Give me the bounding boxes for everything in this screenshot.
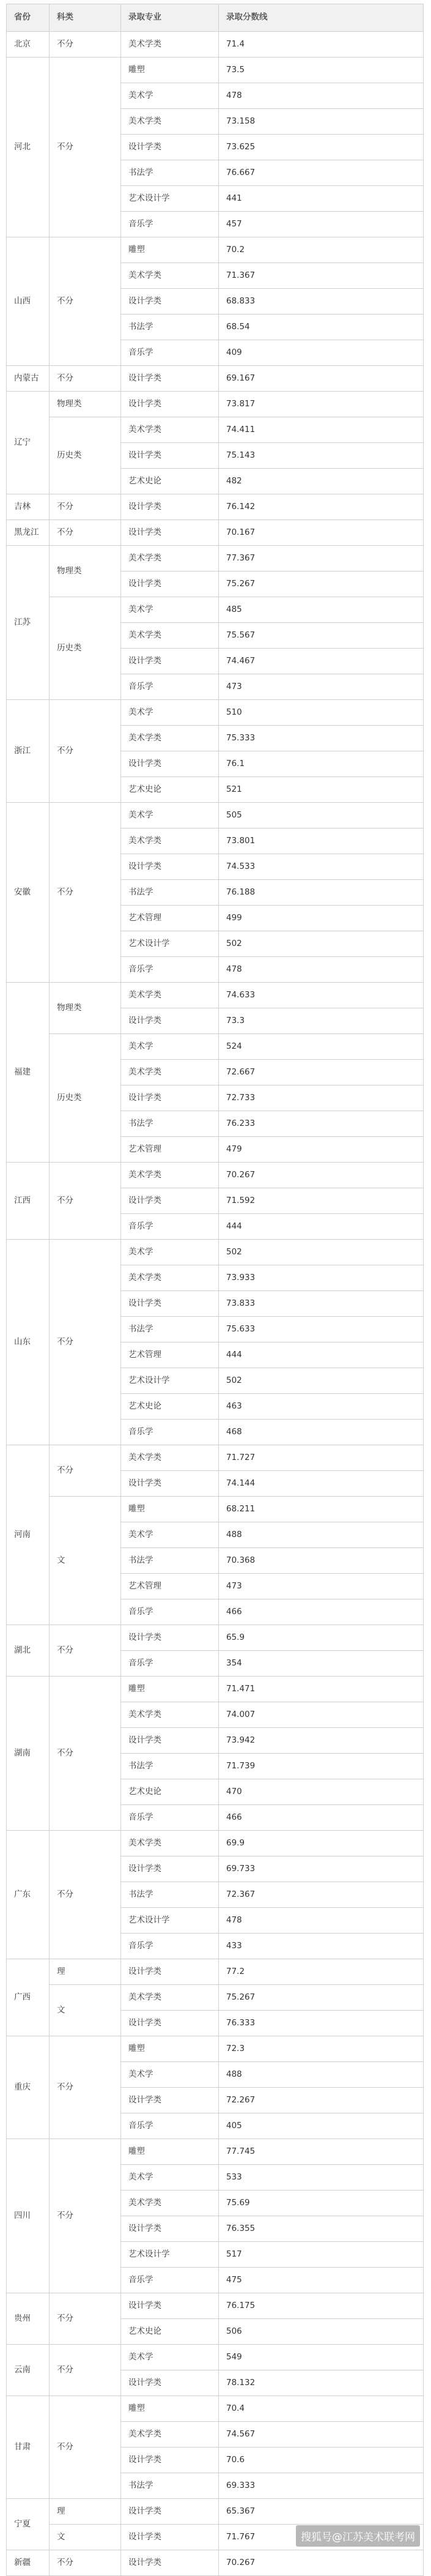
subject-cell: 不分 xyxy=(50,2139,121,2293)
subject-cell: 不分 xyxy=(50,2396,121,2499)
score-cell: 549 xyxy=(219,2345,424,2370)
table-row xyxy=(7,803,424,828)
subject-cell: 文 xyxy=(50,1497,121,1625)
score-cell: 354 xyxy=(219,1651,424,1677)
major-cell: 美术学类 xyxy=(121,1445,219,1471)
major-cell: 艺术设计学 xyxy=(121,186,219,212)
score-cell: 71.4 xyxy=(219,32,424,58)
score-cell: 466 xyxy=(219,1599,424,1625)
score-cell: 517 xyxy=(219,2242,424,2268)
major-cell: 美术学 xyxy=(121,2345,219,2370)
score-cell: 510 xyxy=(219,700,424,726)
score-cell: 72.733 xyxy=(219,1085,424,1111)
major-cell: 美术学类 xyxy=(121,623,219,649)
subject-cell: 理 xyxy=(50,2499,121,2525)
major-cell: 美术学类 xyxy=(121,417,219,443)
score-cell: 75.267 xyxy=(219,1985,424,2011)
subject-cell: 物理类 xyxy=(50,546,121,597)
province-cell: 甘肃 xyxy=(7,2396,50,2499)
score-cell: 473 xyxy=(219,674,424,700)
score-cell: 70.267 xyxy=(219,1163,424,1188)
score-cell: 470 xyxy=(219,1779,424,1805)
major-cell: 设计学类 xyxy=(121,494,219,520)
subject-cell: 不分 xyxy=(50,803,121,983)
score-cell: 441 xyxy=(219,186,424,212)
major-cell: 艺术史论 xyxy=(121,1779,219,1805)
score-cell: 524 xyxy=(219,1034,424,1060)
major-cell: 艺术史论 xyxy=(121,777,219,803)
score-cell: 72.3 xyxy=(219,2036,424,2062)
table-row xyxy=(7,1497,424,1522)
score-cell: 478 xyxy=(219,83,424,109)
major-cell: 音乐学 xyxy=(121,1805,219,1831)
province-cell: 重庆 xyxy=(7,2036,50,2139)
score-cell: 533 xyxy=(219,2165,424,2191)
province-cell: 贵州 xyxy=(7,2293,50,2345)
major-cell: 音乐学 xyxy=(121,1420,219,1445)
major-cell: 设计学类 xyxy=(121,2550,219,2576)
province-cell: 四川 xyxy=(7,2139,50,2293)
score-cell: 505 xyxy=(219,803,424,828)
score-cell: 468 xyxy=(219,1420,424,1445)
major-cell: 艺术设计学 xyxy=(121,1908,219,1934)
subject-cell: 物理类 xyxy=(50,983,121,1034)
major-cell: 美术学 xyxy=(121,2062,219,2088)
score-cell: 488 xyxy=(219,1522,424,1548)
table-row xyxy=(7,32,424,58)
score-cell: 71.739 xyxy=(219,1754,424,1779)
score-cell: 74.144 xyxy=(219,1471,424,1497)
score-cell: 76.142 xyxy=(219,494,424,520)
major-cell: 美术学类 xyxy=(121,109,219,135)
score-cell: 73.5 xyxy=(219,58,424,83)
score-cell: 499 xyxy=(219,906,424,931)
major-cell: 音乐学 xyxy=(121,674,219,700)
score-cell: 71.727 xyxy=(219,1445,424,1471)
subject-cell: 不分 xyxy=(50,366,121,392)
major-cell: 艺术设计学 xyxy=(121,2242,219,2268)
score-cell: 71.767 xyxy=(219,2525,424,2550)
table-row xyxy=(7,58,424,83)
major-cell: 美术学 xyxy=(121,1240,219,1265)
province-cell: 湖南 xyxy=(7,1677,50,1831)
major-cell: 设计学类 xyxy=(121,2216,219,2242)
major-cell: 书法学 xyxy=(121,1548,219,1574)
major-cell: 设计学类 xyxy=(121,1959,219,1985)
province-cell: 内蒙古 xyxy=(7,366,50,392)
score-cell: 405 xyxy=(219,2113,424,2139)
major-cell: 美术学 xyxy=(121,1522,219,1548)
table-row xyxy=(7,2396,424,2422)
score-cell: 74.533 xyxy=(219,854,424,880)
score-cell: 71.471 xyxy=(219,1677,424,1702)
province-cell: 福建 xyxy=(7,983,50,1163)
province-cell: 云南 xyxy=(7,2345,50,2396)
major-cell: 艺术管理 xyxy=(121,1137,219,1163)
score-cell: 68.833 xyxy=(219,289,424,315)
province-cell: 宁夏 xyxy=(7,2499,50,2550)
major-cell: 美术学类 xyxy=(121,2422,219,2448)
score-cell: 73.942 xyxy=(219,1728,424,1754)
score-cell: 74.411 xyxy=(219,417,424,443)
score-cell: 75.69 xyxy=(219,2191,424,2216)
major-cell: 雕塑 xyxy=(121,2396,219,2422)
major-cell: 设计学类 xyxy=(121,1085,219,1111)
score-cell: 76.355 xyxy=(219,2216,424,2242)
score-cell: 444 xyxy=(219,1214,424,1240)
score-cell: 75.567 xyxy=(219,623,424,649)
table-row xyxy=(7,983,424,1008)
score-cell: 75.333 xyxy=(219,726,424,751)
major-cell: 艺术史论 xyxy=(121,2319,219,2345)
subject-cell: 不分 xyxy=(50,1163,121,1240)
table-row xyxy=(7,1240,424,1265)
major-cell: 书法学 xyxy=(121,1317,219,1342)
major-cell: 美术学类 xyxy=(121,726,219,751)
province-cell: 广西 xyxy=(7,1959,50,2036)
score-cell: 478 xyxy=(219,957,424,983)
score-cell: 502 xyxy=(219,931,424,957)
major-cell: 美术学 xyxy=(121,700,219,726)
subject-cell: 不分 xyxy=(50,32,121,58)
score-cell: 502 xyxy=(219,1368,424,1394)
subject-cell: 不分 xyxy=(50,2036,121,2139)
major-cell: 设计学类 xyxy=(121,1008,219,1034)
score-cell: 76.188 xyxy=(219,880,424,906)
score-cell: 71.592 xyxy=(219,1188,424,1214)
major-cell: 艺术史论 xyxy=(121,1394,219,1420)
major-cell: 设计学类 xyxy=(121,2370,219,2396)
score-cell: 478 xyxy=(219,1908,424,1934)
score-cell: 75.633 xyxy=(219,1317,424,1342)
major-cell: 美术学类 xyxy=(121,2191,219,2216)
header-province: 省份 xyxy=(7,4,50,32)
province-cell: 吉林 xyxy=(7,494,50,520)
major-cell: 设计学类 xyxy=(121,366,219,392)
major-cell: 设计学类 xyxy=(121,392,219,417)
score-cell: 475 xyxy=(219,2268,424,2293)
major-cell: 音乐学 xyxy=(121,212,219,237)
score-cell: 73.625 xyxy=(219,135,424,160)
score-cell: 502 xyxy=(219,1240,424,1265)
table-row xyxy=(7,237,424,263)
major-cell: 音乐学 xyxy=(121,957,219,983)
subject-cell: 不分 xyxy=(50,700,121,803)
score-cell: 77.367 xyxy=(219,546,424,571)
major-cell: 设计学类 xyxy=(121,2293,219,2319)
table-header-row xyxy=(7,4,424,32)
major-cell: 艺术设计学 xyxy=(121,931,219,957)
major-cell: 设计学类 xyxy=(121,1856,219,1882)
major-cell: 设计学类 xyxy=(121,1728,219,1754)
major-cell: 设计学类 xyxy=(121,2525,219,2550)
major-cell: 设计学类 xyxy=(121,520,219,546)
major-cell: 设计学类 xyxy=(121,571,219,597)
subject-cell: 物理类 xyxy=(50,392,121,417)
major-cell: 艺术史论 xyxy=(121,469,219,494)
province-cell: 江西 xyxy=(7,1163,50,1240)
subject-cell: 不分 xyxy=(50,237,121,366)
score-cell: 521 xyxy=(219,777,424,803)
table-row xyxy=(7,1959,424,1985)
major-cell: 书法学 xyxy=(121,1111,219,1137)
header-score: 录取分数线 xyxy=(219,4,424,32)
score-cell: 457 xyxy=(219,212,424,237)
major-cell: 艺术管理 xyxy=(121,906,219,931)
score-cell: 433 xyxy=(219,1934,424,1959)
table-row xyxy=(7,2345,424,2370)
score-cell: 76.333 xyxy=(219,2011,424,2036)
score-cell: 473 xyxy=(219,1574,424,1599)
major-cell: 音乐学 xyxy=(121,2113,219,2139)
major-cell: 音乐学 xyxy=(121,1599,219,1625)
watermark: 搜狐号@江苏美术联考网 xyxy=(296,2525,420,2547)
score-cell: 68.54 xyxy=(219,315,424,340)
score-cell: 70.167 xyxy=(219,520,424,546)
major-cell: 美术学类 xyxy=(121,1702,219,1728)
score-cell: 76.233 xyxy=(219,1111,424,1137)
table-row xyxy=(7,2499,424,2525)
score-cell: 74.007 xyxy=(219,1702,424,1728)
major-cell: 书法学 xyxy=(121,160,219,186)
major-cell: 美术学类 xyxy=(121,983,219,1008)
table-row xyxy=(7,1677,424,1702)
score-cell: 65.9 xyxy=(219,1625,424,1651)
major-cell: 美术学类 xyxy=(121,32,219,58)
major-cell: 雕塑 xyxy=(121,1497,219,1522)
major-cell: 设计学类 xyxy=(121,2088,219,2113)
major-cell: 美术学 xyxy=(121,2165,219,2191)
major-cell: 书法学 xyxy=(121,1754,219,1779)
major-cell: 雕塑 xyxy=(121,58,219,83)
province-cell: 新疆 xyxy=(7,2550,50,2576)
subject-cell: 不分 xyxy=(50,1831,121,1959)
score-cell: 409 xyxy=(219,340,424,366)
score-cell: 77.745 xyxy=(219,2139,424,2165)
score-cell: 72.267 xyxy=(219,2088,424,2113)
score-cell: 76.667 xyxy=(219,160,424,186)
score-cell: 73.817 xyxy=(219,392,424,417)
subject-cell: 不分 xyxy=(50,2345,121,2396)
province-cell: 山东 xyxy=(7,1240,50,1445)
subject-cell: 不分 xyxy=(50,1240,121,1445)
subject-cell: 历史类 xyxy=(50,417,121,494)
province-cell: 湖北 xyxy=(7,1625,50,1677)
province-cell: 山西 xyxy=(7,237,50,366)
table-row xyxy=(7,2036,424,2062)
province-cell: 河南 xyxy=(7,1445,50,1625)
score-cell: 76.175 xyxy=(219,2293,424,2319)
score-cell: 506 xyxy=(219,2319,424,2345)
major-cell: 雕塑 xyxy=(121,1677,219,1702)
major-cell: 美术学 xyxy=(121,1034,219,1060)
province-cell: 江苏 xyxy=(7,546,50,700)
table-row xyxy=(7,700,424,726)
table-row xyxy=(7,366,424,392)
table-row xyxy=(7,1625,424,1651)
score-cell: 72.667 xyxy=(219,1060,424,1085)
major-cell: 美术学类 xyxy=(121,1985,219,2011)
major-cell: 雕塑 xyxy=(121,2139,219,2165)
score-cell: 72.367 xyxy=(219,1882,424,1908)
score-cell: 482 xyxy=(219,469,424,494)
subject-cell: 不分 xyxy=(50,2293,121,2345)
table-row xyxy=(7,1034,424,1060)
province-cell: 广东 xyxy=(7,1831,50,1959)
table-row xyxy=(7,1445,424,1471)
major-cell: 美术学 xyxy=(121,83,219,109)
score-cell: 444 xyxy=(219,1342,424,1368)
major-cell: 音乐学 xyxy=(121,340,219,366)
table-row xyxy=(7,1163,424,1188)
major-cell: 设计学类 xyxy=(121,1291,219,1317)
table-row xyxy=(7,546,424,571)
score-cell: 73.158 xyxy=(219,109,424,135)
subject-cell: 历史类 xyxy=(50,1034,121,1163)
score-cell: 485 xyxy=(219,597,424,623)
score-cell: 69.9 xyxy=(219,1831,424,1856)
subject-cell: 不分 xyxy=(50,1625,121,1677)
major-cell: 美术学类 xyxy=(121,1163,219,1188)
major-cell: 美术学类 xyxy=(121,1831,219,1856)
table-row xyxy=(7,2293,424,2319)
score-cell: 78.132 xyxy=(219,2370,424,2396)
major-cell: 设计学类 xyxy=(121,443,219,469)
score-cell: 73.933 xyxy=(219,1265,424,1291)
major-cell: 设计学类 xyxy=(121,1188,219,1214)
table-row xyxy=(7,2550,424,2576)
table-row xyxy=(7,520,424,546)
score-cell: 75.143 xyxy=(219,443,424,469)
score-cell: 74.567 xyxy=(219,2422,424,2448)
score-cell: 68.211 xyxy=(219,1497,424,1522)
major-cell: 设计学类 xyxy=(121,854,219,880)
major-cell: 音乐学 xyxy=(121,1214,219,1240)
score-cell: 69.333 xyxy=(219,2473,424,2499)
major-cell: 美术学 xyxy=(121,597,219,623)
province-cell: 浙江 xyxy=(7,700,50,803)
header-subject: 科类 xyxy=(50,4,121,32)
major-cell: 书法学 xyxy=(121,315,219,340)
major-cell: 设计学类 xyxy=(121,2011,219,2036)
subject-cell: 不分 xyxy=(50,1445,121,1497)
score-cell: 77.2 xyxy=(219,1959,424,1985)
province-cell: 安徽 xyxy=(7,803,50,983)
major-cell: 艺术管理 xyxy=(121,1342,219,1368)
table-row xyxy=(7,1985,424,2011)
major-cell: 音乐学 xyxy=(121,2268,219,2293)
table-row xyxy=(7,417,424,443)
score-cell: 488 xyxy=(219,2062,424,2088)
score-cell: 479 xyxy=(219,1137,424,1163)
score-cell: 71.367 xyxy=(219,263,424,289)
major-cell: 雕塑 xyxy=(121,2036,219,2062)
major-cell: 美术学类 xyxy=(121,546,219,571)
subject-cell: 文 xyxy=(50,1985,121,2036)
score-cell: 69.733 xyxy=(219,1856,424,1882)
table-body xyxy=(7,32,424,2576)
subject-cell: 不分 xyxy=(50,58,121,237)
subject-cell: 文 xyxy=(50,2525,121,2550)
header-major: 录取专业 xyxy=(121,4,219,32)
score-cell: 70.6 xyxy=(219,2448,424,2473)
subject-cell: 不分 xyxy=(50,520,121,546)
major-cell: 艺术设计学 xyxy=(121,1368,219,1394)
major-cell: 雕塑 xyxy=(121,237,219,263)
score-cell: 463 xyxy=(219,1394,424,1420)
province-cell: 辽宁 xyxy=(7,392,50,494)
major-cell: 美术学 xyxy=(121,803,219,828)
score-cell: 70.368 xyxy=(219,1548,424,1574)
table-row xyxy=(7,597,424,623)
score-cell: 73.833 xyxy=(219,1291,424,1317)
major-cell: 设计学类 xyxy=(121,649,219,674)
table-row xyxy=(7,2139,424,2165)
score-cell: 70.2 xyxy=(219,237,424,263)
score-cell: 76.1 xyxy=(219,751,424,777)
major-cell: 设计学类 xyxy=(121,289,219,315)
score-cell: 466 xyxy=(219,1805,424,1831)
score-cell: 70.267 xyxy=(219,2550,424,2576)
major-cell: 美术学类 xyxy=(121,1265,219,1291)
subject-cell: 不分 xyxy=(50,1677,121,1831)
major-cell: 设计学类 xyxy=(121,751,219,777)
major-cell: 设计学类 xyxy=(121,2499,219,2525)
major-cell: 美术学类 xyxy=(121,1060,219,1085)
score-cell: 73.801 xyxy=(219,828,424,854)
major-cell: 音乐学 xyxy=(121,1934,219,1959)
score-cell: 74.467 xyxy=(219,649,424,674)
major-cell: 设计学类 xyxy=(121,1625,219,1651)
major-cell: 设计学类 xyxy=(121,1471,219,1497)
table-row xyxy=(7,1831,424,1856)
province-cell: 河北 xyxy=(7,58,50,237)
score-cell: 73.3 xyxy=(219,1008,424,1034)
major-cell: 书法学 xyxy=(121,880,219,906)
score-cell: 74.633 xyxy=(219,983,424,1008)
major-cell: 书法学 xyxy=(121,2473,219,2499)
subject-cell: 理 xyxy=(50,1959,121,1985)
major-cell: 艺术管理 xyxy=(121,1574,219,1599)
major-cell: 设计学类 xyxy=(121,135,219,160)
table-row xyxy=(7,392,424,417)
score-cell: 65.367 xyxy=(219,2499,424,2525)
subject-cell: 历史类 xyxy=(50,597,121,700)
admission-score-table xyxy=(6,4,424,2576)
major-cell: 美术学类 xyxy=(121,263,219,289)
subject-cell: 不分 xyxy=(50,494,121,520)
province-cell: 黑龙江 xyxy=(7,520,50,546)
major-cell: 书法学 xyxy=(121,1882,219,1908)
major-cell: 美术学类 xyxy=(121,828,219,854)
table-row xyxy=(7,494,424,520)
major-cell: 音乐学 xyxy=(121,1651,219,1677)
subject-cell: 不分 xyxy=(50,2550,121,2576)
province-cell: 北京 xyxy=(7,32,50,58)
score-cell: 69.167 xyxy=(219,366,424,392)
major-cell: 设计学类 xyxy=(121,2448,219,2473)
score-cell: 70.4 xyxy=(219,2396,424,2422)
score-cell: 75.267 xyxy=(219,571,424,597)
